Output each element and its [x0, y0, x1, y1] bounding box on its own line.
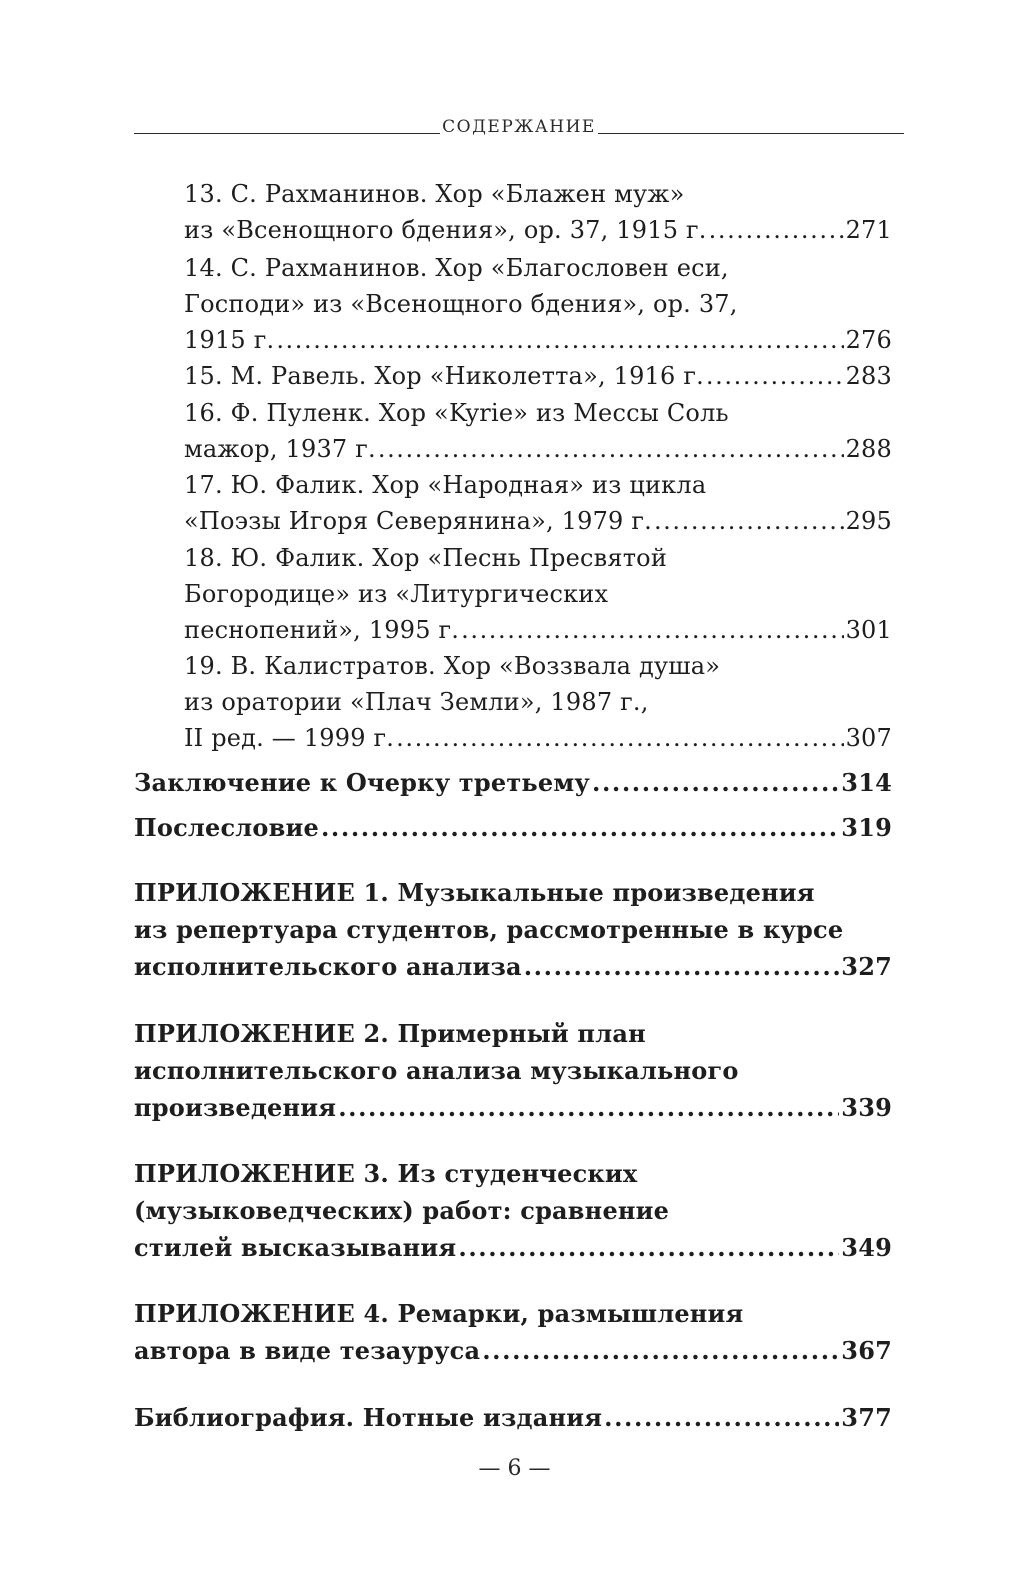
toc-page-number: 295 — [845, 507, 892, 535]
header-rule-left — [134, 133, 440, 134]
toc-entry-13-cont[interactable] — [184, 212, 892, 248]
dot-leader — [458, 1230, 839, 1266]
toc-entry-text: мажор, 1937 г. — [184, 435, 376, 463]
toc-entry-18-cont[interactable] — [184, 576, 892, 612]
toc-entry-text: 13. С. Рахманинов. Хор «Блажен муж» — [184, 180, 685, 208]
toc-entry-afterword[interactable] — [134, 810, 892, 846]
toc-entry-appendix-4[interactable] — [134, 1296, 892, 1332]
toc-entry-text: автора в виде тезауруса — [134, 1336, 481, 1365]
toc-entry-text: исполнительского анализа — [134, 952, 522, 981]
dot-leader — [461, 612, 843, 648]
toc-entry-text: (музыковедческих) работ: сравнение — [134, 1196, 670, 1225]
toc-page-number: 367 — [841, 1336, 892, 1365]
dot-leader — [482, 1333, 839, 1369]
toc-entry-19-cont[interactable] — [184, 684, 892, 720]
toc-entry-text: Богородице» из «Литургических — [184, 580, 609, 608]
toc-entry-17[interactable] — [184, 467, 892, 503]
toc-entry-text: 14. С. Рахманинов. Хор «Благословен еси, — [184, 254, 729, 282]
toc-entry-16[interactable] — [184, 395, 892, 431]
toc-entry-appendix-1-cont[interactable] — [134, 949, 892, 985]
toc-entry-appendix-3[interactable] — [134, 1156, 892, 1192]
toc-page-number: 339 — [841, 1093, 892, 1122]
running-header — [134, 112, 904, 142]
toc-entry-appendix-4-cont[interactable] — [134, 1333, 892, 1369]
toc-entry-text: II ред. — 1999 г. — [184, 724, 395, 752]
toc-entry-conclusion[interactable] — [134, 765, 892, 801]
dot-leader — [524, 949, 840, 985]
toc-entry-14-cont[interactable] — [184, 322, 892, 358]
toc-entry-text: ПРИЛОЖЕНИЕ 3. Из студенческих — [134, 1159, 638, 1188]
toc-entry-appendix-3-cont[interactable] — [134, 1230, 892, 1266]
dot-leader — [709, 212, 844, 248]
toc-entry-text: произведения — [134, 1093, 337, 1122]
toc-entry-appendix-3-cont[interactable] — [134, 1193, 892, 1229]
toc-entry-text: исполнительского анализа музыкального — [134, 1056, 739, 1085]
toc-entry-text: 17. Ю. Фалик. Хор «Народная» из цикла — [184, 471, 707, 499]
toc-entry-appendix-1-cont[interactable] — [134, 912, 892, 948]
toc-entry-bibliography[interactable] — [134, 1400, 892, 1436]
toc-page-number: 288 — [845, 435, 892, 463]
toc-entry-text: 15. М. Равель. Хор «Николетта», 1916 г. — [184, 362, 704, 390]
toc-page-number: 319 — [841, 813, 892, 842]
toc-entry-text: из «Всенощного бдения», ор. 37, 1915 г. — [184, 216, 707, 244]
dot-leader — [592, 765, 839, 801]
toc-page-number: 377 — [841, 1403, 892, 1432]
toc-entry-text: Господи» из «Всенощного бдения», ор. 37, — [184, 290, 738, 318]
toc-entry-text: 1915 г. — [184, 326, 275, 354]
toc-page-number: 271 — [845, 216, 892, 244]
toc-page-number: 276 — [845, 326, 892, 354]
dot-leader — [604, 1400, 839, 1436]
toc-entry-text: Послесловие — [134, 813, 319, 842]
toc-entry-text: Библиография. Нотные издания — [134, 1403, 603, 1432]
toc-entry-13[interactable] — [184, 176, 892, 212]
toc-page-number: 314 — [841, 768, 892, 797]
dot-leader — [378, 431, 844, 467]
toc-entry-text: Заключение к Очерку третьему — [134, 768, 590, 797]
toc-entry-appendix-1[interactable] — [134, 875, 892, 911]
toc-entry-text: 16. Ф. Пуленк. Хор «Kyrie» из Мессы Соль — [184, 399, 729, 427]
dot-leader — [654, 503, 844, 539]
toc-entry-text: ПРИЛОЖЕНИЕ 4. Ремарки, размышления — [134, 1299, 744, 1328]
toc-entry-text: из оратории «Плач Земли», 1987 г., — [184, 688, 649, 716]
toc-entry-appendix-2[interactable] — [134, 1016, 892, 1052]
dot-leader — [706, 358, 844, 394]
toc-entry-appendix-2-cont[interactable] — [134, 1053, 892, 1089]
toc-entry-19-cont[interactable] — [184, 720, 892, 756]
toc-entry-14[interactable] — [184, 250, 892, 286]
toc-page-number: 301 — [845, 616, 892, 644]
header-title: СОДЕРЖАНИЕ — [442, 117, 596, 137]
toc-page-number: 327 — [841, 952, 892, 981]
toc-entry-appendix-2-cont[interactable] — [134, 1090, 892, 1126]
toc-entry-15[interactable] — [184, 358, 892, 394]
toc-entry-18[interactable] — [184, 540, 892, 576]
toc-entry-text: «Поэзы Игоря Северянина», 1979 г. — [184, 507, 652, 535]
toc-entry-text: песнопений», 1995 г. — [184, 616, 460, 644]
page-number-footer: — 6 — — [478, 1456, 551, 1481]
dot-leader — [338, 1090, 839, 1126]
toc-entry-14-cont[interactable] — [184, 286, 892, 322]
toc-entry-18-cont[interactable] — [184, 612, 892, 648]
dot-leader — [276, 322, 843, 358]
toc-entry-text: 19. В. Калистратов. Хор «Воззвала душа» — [184, 652, 721, 680]
dot-leader — [321, 810, 839, 846]
dot-leader — [396, 720, 843, 756]
toc-entry-text: из репертуара студентов, рассмотренные в курсе — [134, 915, 844, 944]
toc-entry-19[interactable] — [184, 648, 892, 684]
header-rule-right — [598, 133, 904, 134]
toc-page-number: 307 — [845, 724, 892, 752]
toc-entry-17-cont[interactable] — [184, 503, 892, 539]
toc-entry-text: стилей высказывания — [134, 1233, 457, 1262]
toc-entry-text: 18. Ю. Фалик. Хор «Песнь Пресвятой — [184, 544, 668, 572]
toc-page-number: 283 — [845, 362, 892, 390]
toc-entry-16-cont[interactable] — [184, 431, 892, 467]
toc-entry-text: ПРИЛОЖЕНИЕ 2. Примерный план — [134, 1019, 646, 1048]
toc-entry-text: ПРИЛОЖЕНИЕ 1. Музыкальные произведения — [134, 878, 815, 907]
toc-page-number: 349 — [841, 1233, 892, 1262]
